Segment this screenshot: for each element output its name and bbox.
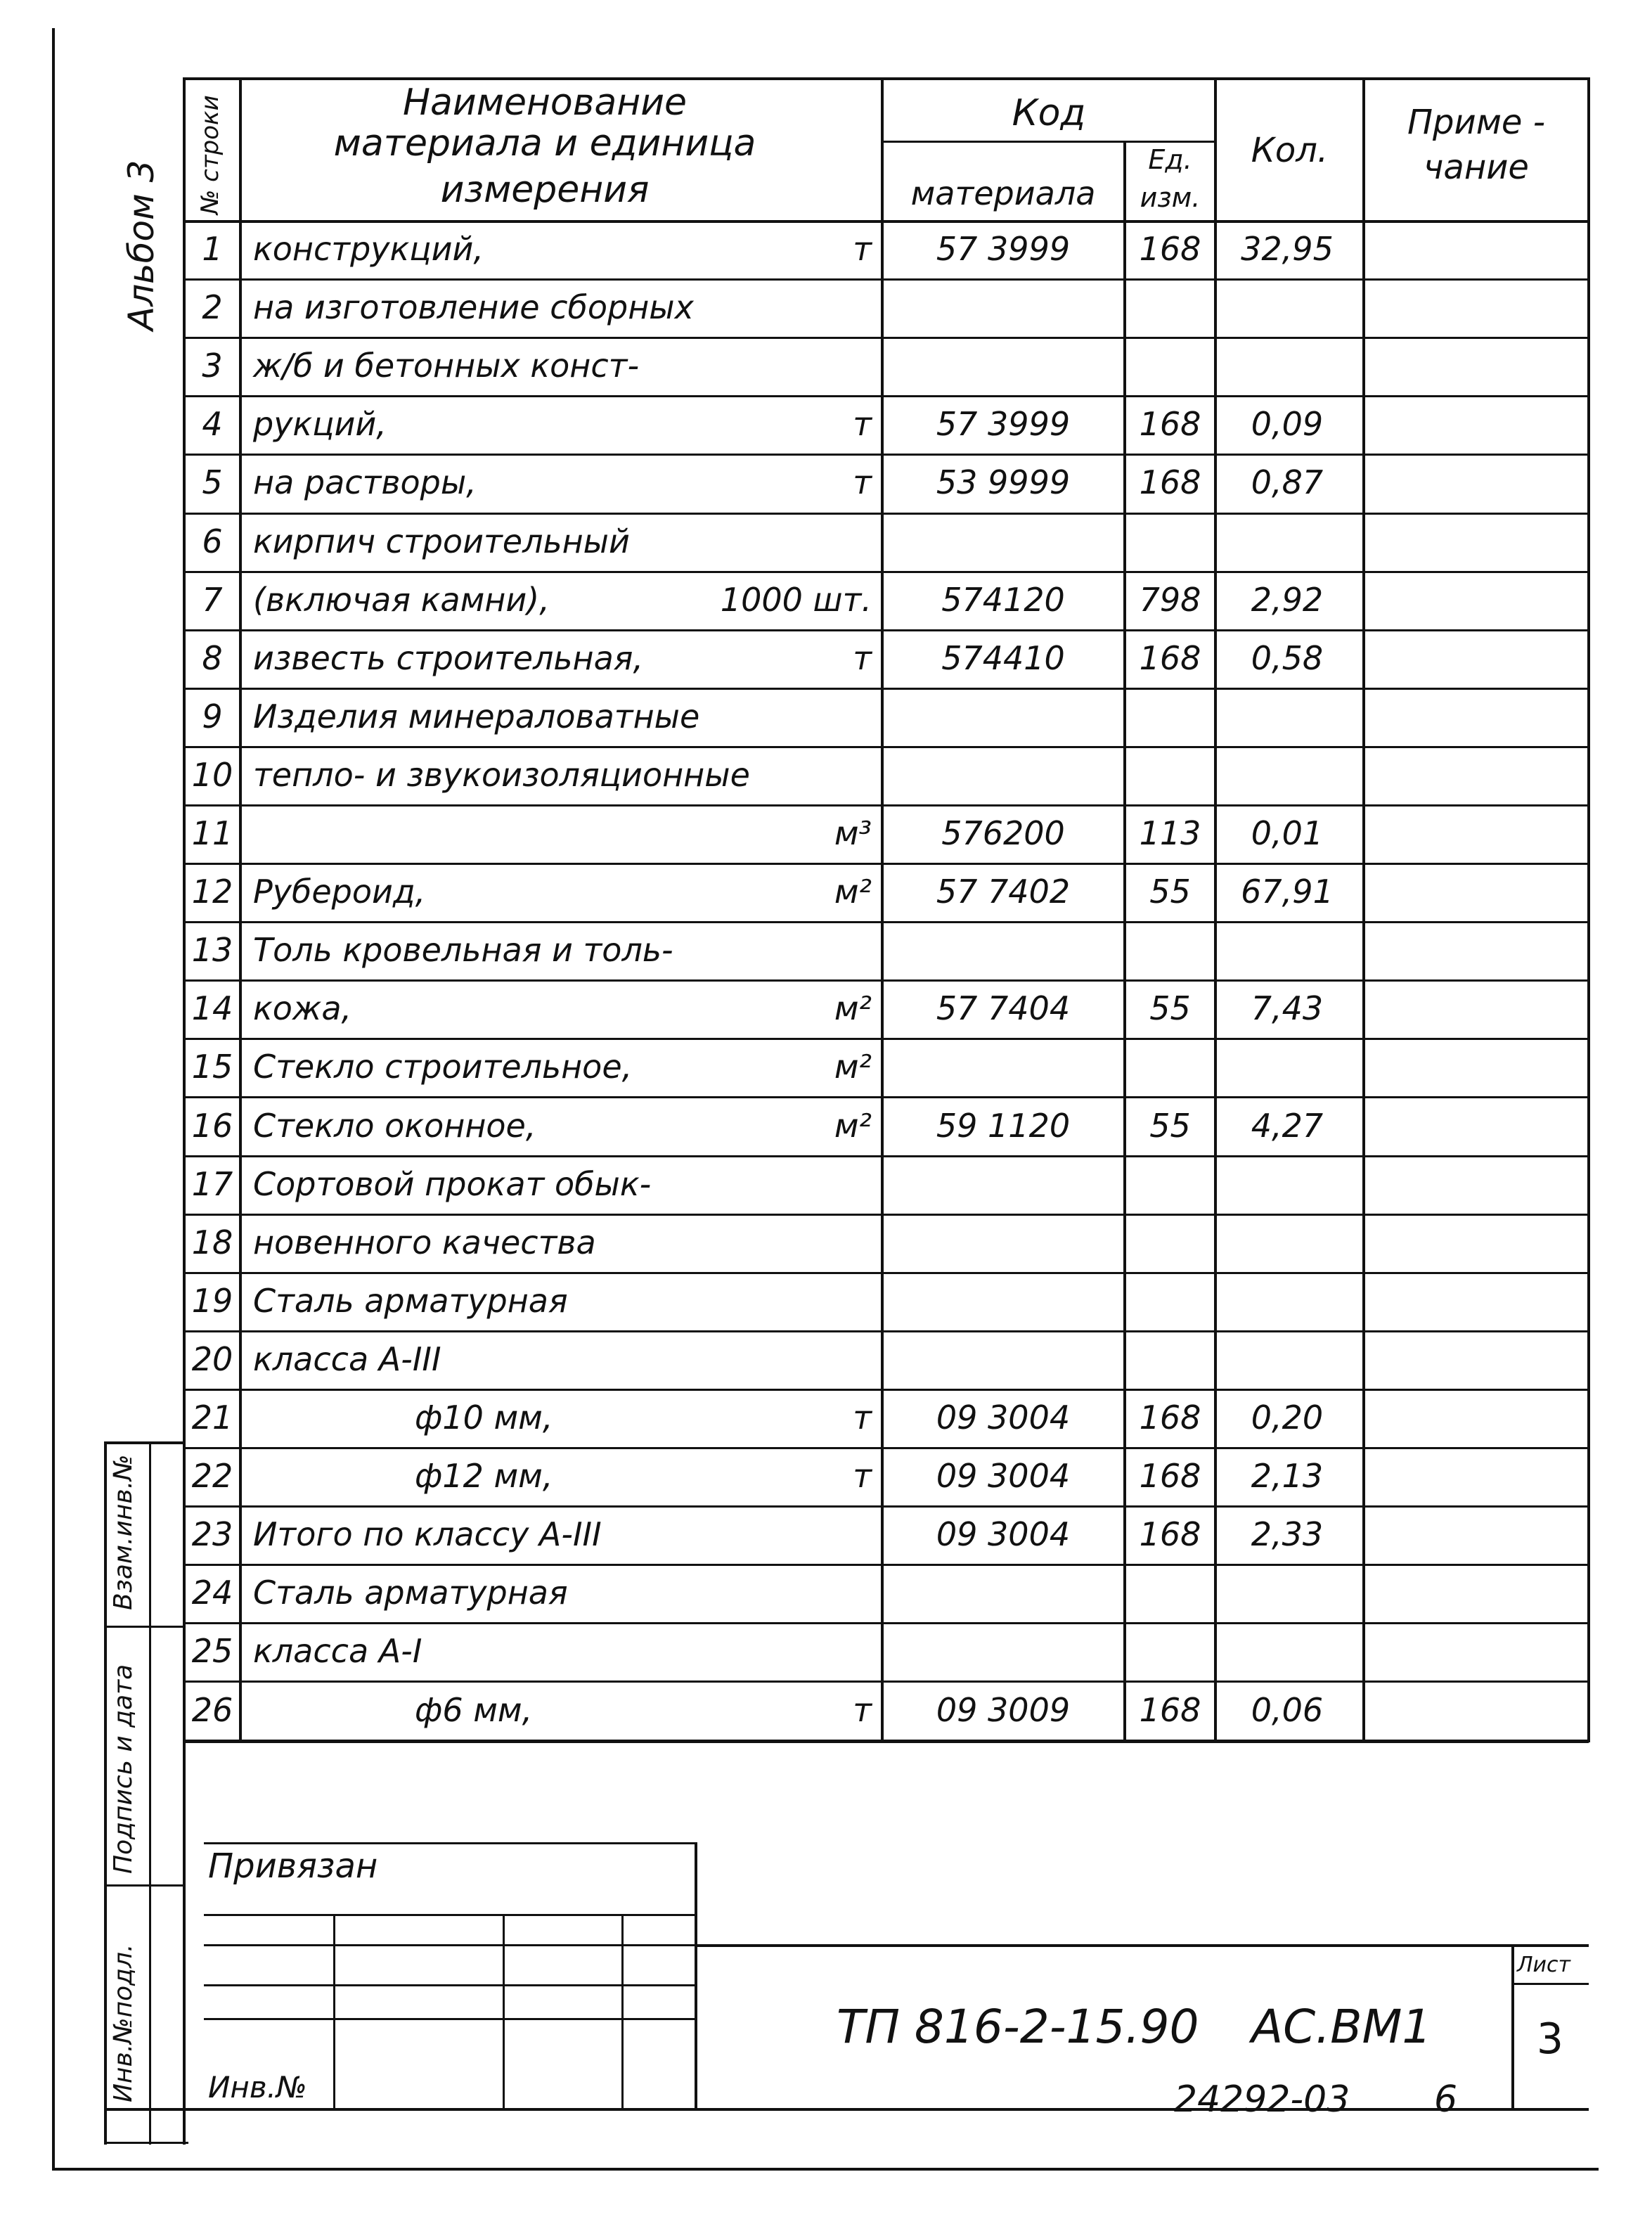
row-name: класса А-I — [253, 1632, 422, 1670]
row-number: 2 — [202, 288, 223, 326]
row-unit-code: 168 — [1139, 1457, 1201, 1495]
row-qty: 2,13 — [1251, 1457, 1324, 1495]
col-line-right — [1587, 77, 1590, 1742]
row-number: 24 — [191, 1574, 233, 1612]
row-name: рукций, — [253, 405, 387, 443]
row-separator — [184, 629, 1589, 631]
side-stamp-left-line — [104, 1441, 107, 2145]
row-number: 5 — [202, 463, 223, 501]
tb-mark: АС.ВМ1 — [1251, 2000, 1432, 2054]
side-stamp-line-2 — [104, 1884, 186, 1887]
side-stamp-podpis: Подпись и дата — [109, 1664, 138, 1874]
row-name: ж/б и бетонных конст- — [253, 347, 640, 385]
row-number: 22 — [191, 1457, 233, 1495]
header-note-line2: чание — [1424, 148, 1529, 187]
row-separator — [184, 337, 1589, 339]
tb-sheet-mid — [1511, 1983, 1589, 1985]
row-qty: 0,09 — [1251, 405, 1324, 443]
row-code: 59 1120 — [936, 1107, 1071, 1145]
row-code: 57 7404 — [936, 989, 1071, 1027]
row-name: Изделия минераловатные — [253, 698, 700, 735]
header-unit-line2: изм. — [1140, 182, 1201, 213]
row-name: ф10 мм, — [415, 1399, 553, 1437]
row-name: конструкций, — [253, 230, 484, 268]
row-separator — [184, 1389, 1589, 1391]
row-unit: м² — [834, 989, 872, 1027]
row-unit: т — [853, 1457, 872, 1495]
row-unit-code: 168 — [1139, 1515, 1201, 1553]
row-separator — [184, 278, 1589, 281]
row-separator — [184, 513, 1589, 515]
tb-grid-v4 — [695, 1842, 697, 2111]
col-line-name — [881, 77, 884, 1742]
row-name: класса А-III — [253, 1340, 441, 1378]
row-unit: м² — [834, 873, 872, 911]
tb-sheet-label: Лист — [1517, 1953, 1571, 1977]
row-unit-code: 798 — [1139, 581, 1201, 619]
col-line-unit — [1214, 77, 1217, 1742]
header-row-number: № строки — [196, 95, 224, 214]
row-qty: 0,87 — [1251, 463, 1324, 501]
row-separator — [184, 1214, 1589, 1216]
row-separator — [184, 1564, 1589, 1566]
row-name: (включая камни), — [253, 581, 550, 619]
row-separator — [184, 1038, 1589, 1040]
row-separator — [184, 688, 1589, 690]
row-separator — [184, 1155, 1589, 1157]
row-number: 21 — [191, 1399, 233, 1437]
row-number: 19 — [191, 1282, 233, 1320]
row-unit: т — [853, 1399, 872, 1437]
row-number: 1 — [202, 230, 223, 268]
row-number: 16 — [191, 1107, 233, 1145]
col-line-left — [183, 77, 186, 2145]
row-unit: т — [853, 405, 872, 443]
row-qty: 0,06 — [1251, 1691, 1324, 1729]
tb-inv-no: Инв.№ — [208, 2070, 307, 2104]
row-number: 25 — [191, 1632, 233, 1670]
row-name: кожа, — [253, 989, 352, 1027]
row-code: 09 3009 — [936, 1691, 1071, 1729]
header-qty: Кол. — [1251, 131, 1329, 170]
tb-privyazan-label: Привязан — [208, 1846, 378, 1886]
tb-sheet-no: 3 — [1536, 2014, 1564, 2064]
row-unit: т — [853, 230, 872, 268]
row-separator — [184, 1505, 1589, 1508]
header-code-material: материала — [910, 174, 1096, 212]
row-unit-code: 168 — [1139, 463, 1201, 501]
row-unit: м³ — [834, 814, 872, 852]
code-header-subline — [882, 141, 1216, 143]
row-qty: 0,58 — [1251, 639, 1324, 677]
row-name: Итого по классу А-III — [253, 1515, 602, 1553]
row-number: 6 — [202, 522, 223, 560]
header-name-line3: измерения — [440, 169, 650, 211]
row-number: 3 — [202, 347, 223, 385]
footer-page-no: 6 — [1434, 2078, 1458, 2121]
row-unit: т — [853, 639, 872, 677]
row-separator — [184, 804, 1589, 807]
table-header-bottom-line — [183, 220, 1589, 223]
side-stamp-line-1 — [104, 1626, 186, 1628]
row-unit-code: 55 — [1149, 989, 1191, 1027]
row-name: Рубероид, — [253, 873, 426, 911]
row-unit-code: 168 — [1139, 639, 1201, 677]
header-unit-line1: Ед. — [1148, 144, 1192, 175]
row-separator — [184, 395, 1589, 397]
row-name: Сортовой прокат обык- — [253, 1165, 652, 1203]
row-code: 576200 — [941, 814, 1065, 852]
row-number: 15 — [191, 1048, 233, 1086]
header-note-line1: Приме - — [1407, 103, 1546, 142]
row-number: 12 — [191, 873, 233, 911]
row-qty: 7,43 — [1251, 989, 1324, 1027]
side-stamp-bottom-line — [104, 2108, 1589, 2111]
row-name: Сталь арматурная — [253, 1574, 568, 1612]
row-code: 53 9999 — [936, 463, 1071, 501]
row-code: 57 3999 — [936, 405, 1071, 443]
col-line-rowno — [239, 77, 242, 1742]
row-name: новенного качества — [253, 1223, 596, 1261]
row-separator — [184, 1447, 1589, 1449]
row-code: 09 3004 — [936, 1457, 1071, 1495]
row-separator — [184, 1096, 1589, 1098]
row-code: 09 3004 — [936, 1515, 1071, 1553]
row-unit: т — [853, 1691, 872, 1729]
row-unit: 1000 шт. — [720, 581, 872, 619]
row-separator — [184, 454, 1589, 456]
row-unit-code: 168 — [1139, 1399, 1201, 1437]
row-name: кирпич строительный — [253, 522, 630, 560]
row-name: Толь кровельная и толь- — [253, 931, 673, 969]
tb-grid-v2 — [503, 1914, 505, 2111]
row-qty: 67,91 — [1241, 873, 1334, 911]
row-separator — [184, 921, 1589, 923]
row-separator — [184, 1330, 1589, 1332]
row-name: на изготовление сборных — [253, 288, 694, 326]
col-line-code — [1123, 141, 1126, 1742]
row-unit: м² — [834, 1107, 872, 1145]
row-qty: 2,33 — [1251, 1515, 1324, 1553]
row-separator — [184, 746, 1589, 748]
footer-archive-no: 24292-03 — [1174, 2078, 1350, 2121]
row-unit-code: 113 — [1139, 814, 1201, 852]
tb-privyazan-top — [204, 1842, 696, 1844]
row-code: 57 7402 — [936, 873, 1071, 911]
row-code: 57 3999 — [936, 230, 1071, 268]
side-stamp-mid-line — [149, 1441, 151, 2145]
row-unit-code: 168 — [1139, 405, 1201, 443]
row-unit-code: 168 — [1139, 1691, 1201, 1729]
row-separator — [184, 1622, 1589, 1624]
row-number: 11 — [191, 814, 233, 852]
row-name: тепло- и звукоизоляционные — [253, 756, 750, 794]
row-qty: 32,95 — [1241, 230, 1334, 268]
row-name: ф12 мм, — [415, 1457, 553, 1495]
row-name: Стекло строительное, — [253, 1048, 633, 1086]
frame-bottom-border — [52, 2168, 1599, 2171]
row-number: 7 — [202, 581, 223, 619]
row-qty: 0,20 — [1251, 1399, 1324, 1437]
row-unit-code: 168 — [1139, 230, 1201, 268]
header-code-group: Код — [1012, 92, 1086, 134]
side-stamp-inv-podl: Инв.№подл. — [109, 1943, 138, 2102]
row-code: 09 3004 — [936, 1399, 1071, 1437]
row-number: 23 — [191, 1515, 233, 1553]
row-unit-code: 55 — [1149, 873, 1191, 911]
row-number: 13 — [191, 931, 233, 969]
row-unit: м² — [834, 1048, 872, 1086]
side-stamp-top-line — [104, 1441, 186, 1444]
row-separator — [184, 1740, 1589, 1742]
row-number: 9 — [202, 698, 223, 735]
row-number: 10 — [191, 756, 233, 794]
row-separator — [184, 571, 1589, 573]
row-unit: т — [853, 463, 872, 501]
row-number: 17 — [191, 1165, 233, 1203]
album-label: Альбом 3 — [121, 160, 162, 330]
header-name-line2: материала и единица — [333, 122, 756, 165]
row-number: 20 — [191, 1340, 233, 1378]
side-stamp-vzam: Взам.инв.№ — [109, 1454, 138, 1610]
row-name: Сталь арматурная — [253, 1282, 568, 1320]
row-number: 18 — [191, 1223, 233, 1261]
row-name: известь строительная, — [253, 639, 644, 677]
row-qty: 0,01 — [1251, 814, 1324, 852]
row-separator — [184, 863, 1589, 865]
header-name-line1: Наименование — [402, 82, 688, 124]
frame-left-border — [52, 28, 55, 2169]
row-code: 574120 — [941, 581, 1065, 619]
side-stamp-bottom-line-2 — [104, 2142, 188, 2144]
row-number: 8 — [202, 639, 223, 677]
row-separator — [184, 1272, 1589, 1274]
row-name: Стекло оконное, — [253, 1107, 536, 1145]
tb-main-top — [695, 1944, 1589, 1947]
tb-grid-v1 — [333, 1914, 335, 2111]
row-number: 26 — [191, 1691, 233, 1729]
row-number: 14 — [191, 989, 233, 1027]
row-name: на растворы, — [253, 463, 477, 501]
row-separator — [184, 979, 1589, 982]
tb-grid-v3 — [621, 1914, 624, 2111]
tb-doc-code: ТП 816-2-15.90 — [837, 2000, 1199, 2054]
col-line-qty — [1362, 77, 1365, 1742]
table-top-line — [183, 77, 1589, 80]
row-name: ф6 мм, — [415, 1691, 533, 1729]
row-qty: 2,92 — [1251, 581, 1324, 619]
row-code: 574410 — [941, 639, 1065, 677]
row-unit-code: 55 — [1149, 1107, 1191, 1145]
row-separator — [184, 1681, 1589, 1683]
row-number: 4 — [202, 405, 223, 443]
row-qty: 4,27 — [1251, 1107, 1324, 1145]
